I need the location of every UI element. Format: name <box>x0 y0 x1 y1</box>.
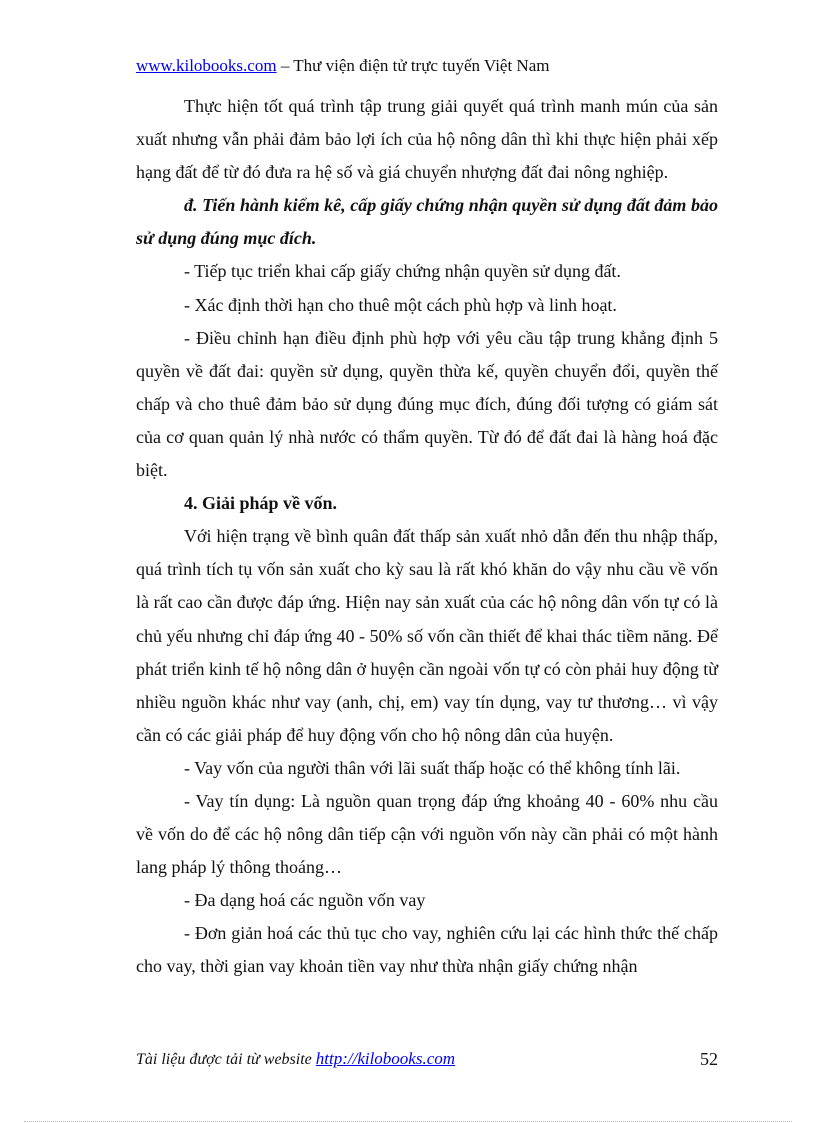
list-item: - Vay vốn của người thân với lãi suất thấp hoặc có thể không tính lãi. <box>184 757 681 778</box>
list-item: - Điều chỉnh hạn điều định phù hợp với yêu cầu tập trung khẳng định 5 quyền về đất đai: quyền sử dụng, quyền thừa kế, quyền chuyển đổi, quyền thế chấp và cho thuê đảm bảo sử dụng đúng mục đích, đúng đối tượng có giám sát của cơ quan quản lý nhà nước có thẩm quyền. Từ đó để đất đai là hàng hoá đặc biệt. <box>136 327 718 481</box>
list-item: - Vay tín dụng: Là nguồn quan trọng đáp ứng khoảng 40 - 60% nhu cầu về vốn do để các hộ nông dân tiếp cận với nguồn vốn này cần phải có một hành lang pháp lý thông thoáng… <box>136 790 718 878</box>
page-bottom-divider <box>24 1121 792 1122</box>
section-heading-d: đ. Tiến hành kiểm kê, cấp giấy chứng nhận quyền sử dụng đất đảm bảo sử dụng đúng mục đích. <box>136 195 718 249</box>
page-number: 52 <box>700 1049 718 1069</box>
page-header <box>136 54 736 78</box>
list-item: - Tiếp tục triển khai cấp giấy chứng nhận quyền sử dụng đất. <box>184 261 621 282</box>
footer-link[interactable]: http://kilobooks.com <box>315 1049 456 1068</box>
list-item: - Đa dạng hoá các nguồn vốn vay <box>184 890 426 911</box>
paragraph: Với hiện trạng về bình quân đất thấp sản xuất nhỏ dẫn đến thu nhập thấp, quá trình tích tụ vốn sản xuất cho kỳ sau là rất khó khăn do vậy nhu cầu về vốn là rất cao cần được đáp ứng. Hiện nay sản xuất của các hộ nông dân vốn tự có là chủ yếu nhưng chỉ đáp ứng 40 - 50% số vốn cần thiết để khai thác tiềm năng. Để phát triển kinh tế hộ nông dân ở huyện cần ngoài vốn tự có còn phải huy động từ nhiều nguồn khác như vay (anh, chị, em) vay tín dụng, vay tư thương… vì vậy cần có các giải pháp để huy động vốn cho hộ nông dân của huyện. <box>136 526 718 745</box>
paragraph: Thực hiện tốt quá trình tập trung giải quyết quá trình manh mún của sản xuất nhưng vẫn phải đảm bảo lợi ích của hộ nông dân thì khi thực hiện phải xếp hạng đất để từ đó đưa ra hệ số và giá chuyển nhượng đất đai nông nghiệp. <box>136 96 718 183</box>
list-item: - Xác định thời hạn cho thuê một cách phù hợp và linh hoạt. <box>184 294 617 315</box>
site-link[interactable]: www.kilobooks.com <box>136 56 277 75</box>
page-body <box>136 90 718 984</box>
page-footer <box>136 1047 718 1072</box>
footer-note: Tài liệu được tải từ website <box>136 1051 316 1068</box>
section-heading-4: 4. Giải pháp về vốn. <box>184 493 338 514</box>
header-tagline: – Thư viện điện tử trực tuyến Việt Nam <box>276 56 550 75</box>
list-item: - Đơn giản hoá các thủ tục cho vay, nghiên cứu lại các hình thức thế chấp cho vay, thời gian vay khoản tiền vay như thừa nhận giấy chứng nhận <box>136 923 718 977</box>
